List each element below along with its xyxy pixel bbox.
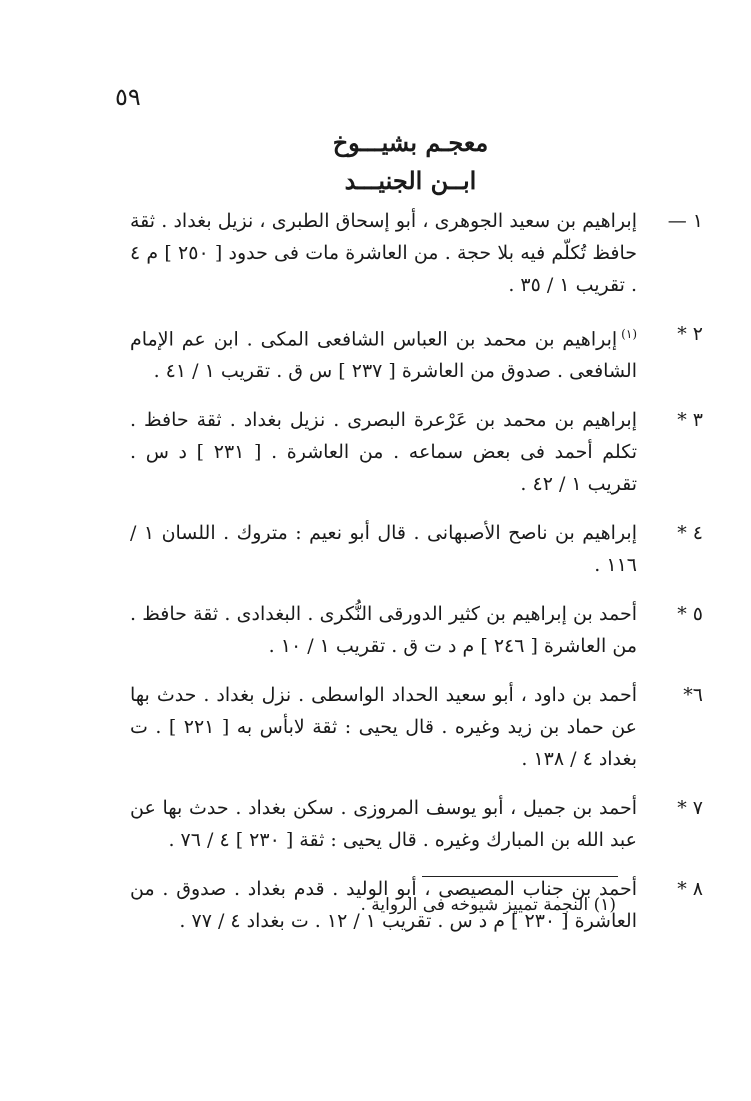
entry-text: إبراهيم بن ناصح الأصبهانى . قال أبو نعيم : متروك . اللسان ١ / ١١٦ . bbox=[130, 522, 637, 577]
entry-2 bbox=[130, 318, 751, 387]
entries-list bbox=[130, 205, 751, 954]
entry-6 bbox=[130, 679, 751, 775]
entry-number: ٨ * bbox=[677, 878, 703, 901]
entry-7 bbox=[130, 792, 751, 856]
entry-1 bbox=[130, 205, 751, 301]
entry-number: ١ — bbox=[667, 210, 703, 232]
entry-text: إبراهيم بن سعيد الجوهرى ، أبو إسحاق الطبرى ، نزيل بغداد . ثقة حافظ تُكلّم فيه بلا حجة . من العاشرة مات فى حدود [ ٢٥٠ ] م ٤ . تقريب ١ / ٣٥ . bbox=[130, 210, 637, 296]
entry-4 bbox=[130, 517, 751, 581]
entry-3 bbox=[130, 404, 751, 500]
page-subtitle: ابــن الجنيـــد bbox=[344, 166, 477, 195]
entry-number: ٥ * bbox=[677, 603, 703, 626]
footnote-marker[interactable]: (١) bbox=[621, 327, 637, 341]
entry-5 bbox=[130, 598, 751, 662]
entry-number: ٦* bbox=[683, 684, 703, 707]
footnote-divider bbox=[422, 876, 618, 877]
entry-text-body: إبراهيم بن محمد بن العباس الشافعى المكى . ابن عم الإمام الشافعى . صدوق من العاشرة [ ٢٣٧ ] س ق . تقريب ١ / ٤١ . bbox=[130, 328, 637, 383]
entry-text: أحمد بن إبراهيم بن كثير الدورقى النُّكرى . البغدادى . ثقة حافظ . من العاشرة [ ٢٤٦ ] م د ت ق . تقريب ١ / ١٠ . bbox=[130, 603, 637, 658]
entry-text: أحمد بن جميل ، أبو يوسف المروزى . سكن بغداد . حدث بها عن عبد الله بن المبارك وغيره . قال يحيى : ثقة [ ٢٣٠ ] ٤ / ٧٦ . bbox=[130, 797, 637, 852]
entry-number: ٤ * bbox=[677, 522, 703, 545]
entry-text: أحمد بن داود ، أبو سعيد الحداد الواسطى . نزل بغداد . حدث بها عن حماد بن زيد وغيره . قال يحيى : ثقة لابأس به [ ٢٢١ ] . ت بغداد ٤ / ١٣٨ . bbox=[130, 684, 637, 771]
footnote: (١) النجمة تمييز شيوخه فى الرواية . bbox=[360, 895, 616, 915]
entry-text: أحمد بن جناب المصيصى ، أبو الوليد . قدم بغداد . صدوق . من العاشرة [ ٢٣٠ ] م د س . تقريب ١ / ١٢ . ت بغداد ٤ / ٧٧ . bbox=[130, 878, 637, 933]
page-title: معجـم بشيـــوخ bbox=[332, 128, 489, 157]
entry-number: ٧ * bbox=[677, 797, 703, 820]
page-number: ٥٩ bbox=[115, 83, 141, 111]
entry-text: إبراهيم بن محمد بن عَرْعرة البصرى . نزيل بغداد . ثقة حافظ . تكلم أحمد فى بعض سماعه . من العاشرة . [ ٢٣١ ] د س . تقريب ١ / ٤٢ . bbox=[130, 409, 637, 496]
entry-number: ٣ * bbox=[677, 409, 703, 432]
entry-number: ٢ * bbox=[677, 323, 703, 345]
entry-text bbox=[130, 318, 637, 387]
